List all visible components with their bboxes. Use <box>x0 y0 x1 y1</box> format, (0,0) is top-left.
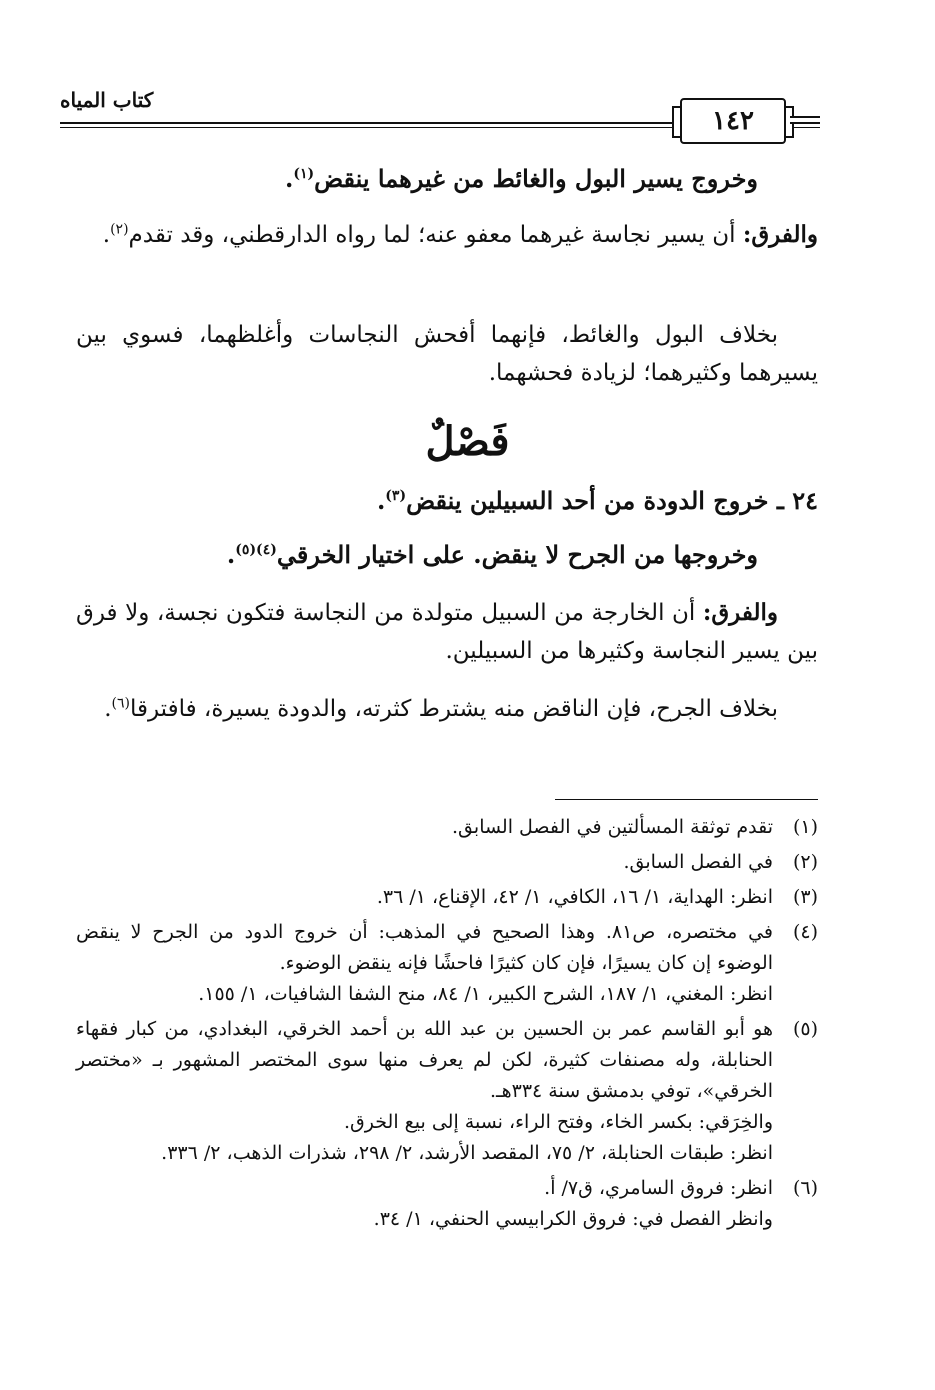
paragraph-2 <box>76 216 818 254</box>
paragraph-3 <box>76 316 818 392</box>
footnote-line: في الفصل السابق. <box>623 851 773 873</box>
footnote-item <box>76 847 818 878</box>
footnote-line: انظر: فروق السامري، ق٧/ أ. <box>544 1177 773 1199</box>
paragraph-5-text: وخروجها من الجرح لا ينقض. على اختيار الخرقي <box>276 540 758 569</box>
footnote-number: (٢) <box>792 851 818 873</box>
footnote-line: والخِرَقي: بكسر الخاء، وفتح الراء، نسبة إلى بيع الخرق. <box>344 1111 773 1133</box>
footnote-number: (٤) <box>792 921 818 943</box>
footnotes <box>76 812 818 1239</box>
paragraph-7 <box>76 690 818 728</box>
paragraph-2-end: . <box>102 222 111 248</box>
footnote-text <box>76 812 773 843</box>
footnote-line: انظر: المغني، ١/ ١٨٧، الشرح الكبير، ١/ ٨٤، منح الشفا الشافيات، ١/ ١٥٥. <box>198 983 773 1005</box>
paragraph-1 <box>76 160 818 198</box>
paragraph-4 <box>76 482 818 520</box>
footnote-ref-6: (٦) <box>111 695 130 712</box>
footnote-item <box>76 917 818 1010</box>
section-heading: فَصْلٌ <box>425 418 510 465</box>
footnote-number: (٦) <box>792 1177 818 1199</box>
footnote-ref-2: (٢) <box>110 221 129 238</box>
footnote-item <box>76 882 818 913</box>
footnote-item <box>76 1173 818 1235</box>
footnote-number: (١) <box>792 816 818 838</box>
paragraph-7-end: . <box>104 696 112 722</box>
footnote-ref-1: (١) <box>293 166 315 182</box>
footnote-text <box>76 1173 773 1235</box>
footnote-text <box>76 882 773 913</box>
paragraph-5-end: . <box>226 540 236 569</box>
footnote-item <box>76 812 818 843</box>
footnote-separator <box>555 799 818 800</box>
paragraph-6-text: أن الخارجة من السبيل متولدة من النجاسة فتكون نجسة، ولا فرق بين يسير النجاسة وكثيرها من السبيلين. <box>76 600 818 664</box>
paragraph-4-text: ٢٤ ـ خروج الدودة من أحد السبيلين ينقض <box>406 486 818 515</box>
paragraph-1-end: . <box>284 164 294 193</box>
footnote-ref-3: (٣) <box>385 488 407 504</box>
footnote-text <box>76 917 773 1010</box>
footnote-ref-4-5: (٤)(٥) <box>235 542 277 558</box>
paragraph-2-text: أن يسير نجاسة غيرهما معفو عنه؛ لما رواه الدارقطني، وقد تقدم <box>128 222 743 248</box>
footnote-text <box>76 847 773 878</box>
paragraph-6 <box>76 594 818 670</box>
paragraph-4-end: . <box>376 486 386 515</box>
difference-label-2: والفرق: <box>702 599 778 626</box>
paragraph-7-text: بخلاف الجرح، فإن الناقض منه يشترط كثرته، والدودة يسيرة، فافترقا <box>129 696 778 722</box>
footnote-line: انظر: طبقات الحنابلة، ٢/ ٧٥، المقصد الأرشد، ٢/ ٢٩٨، شذرات الذهب، ٢/ ٣٣٦. <box>161 1142 773 1164</box>
footnote-line: في مختصره، ص٨١. وهذا الصحيح في المذهب: أن خروج الدود من الجرح لا ينقض الوضوء إن كان يسيرًا، فإن كان كثيرًا فاحشًا فإنه ينقض الوضوء. <box>76 921 773 974</box>
footnote-line: هو أبو القاسم عمر بن الحسين بن عبد الله بن أحمد الخرقي، البغدادي، من كبار فقهاء الحنابلة، وله مصنفات كثيرة، لكن لم يعرف منها سوى المختصر المشهور بـ «مختصر الخرقي»، توفي بدمشق سنة ٣٣٤هـ. <box>76 1018 773 1102</box>
paragraph-5 <box>76 536 818 574</box>
header-ornament <box>790 116 820 124</box>
footnote-line: انظر: الهداية، ١/ ١٦، الكافي، ١/ ٤٢، الإقناع، ١/ ٣٦. <box>376 886 773 908</box>
footnote-item <box>76 1014 818 1169</box>
paragraph-3-text: بخلاف البول والغائط، فإنهما أفحش النجاسات وأغلظهما، فسوي بين يسيرهما وكثيرهما؛ لزيادة فحشهما. <box>76 322 818 386</box>
footnote-text <box>76 1014 773 1169</box>
paragraph-1-text: وخروج يسير البول والغائط من غيرهما ينقض <box>314 164 758 193</box>
footnote-line: وانظر الفصل في: فروق الكرابيسي الحنفي، ١/ ٣٤. <box>373 1208 773 1230</box>
difference-label: والفرق: <box>742 221 818 248</box>
footnote-line: تقدم توثقة المسألتين في الفصل السابق. <box>452 816 773 838</box>
footnote-number: (٣) <box>792 886 818 908</box>
page-number: ١٤٢ <box>712 106 754 136</box>
footnote-number: (٥) <box>792 1018 818 1040</box>
running-header-title: كتاب المياه <box>60 88 154 112</box>
page-number-badge <box>680 98 786 144</box>
